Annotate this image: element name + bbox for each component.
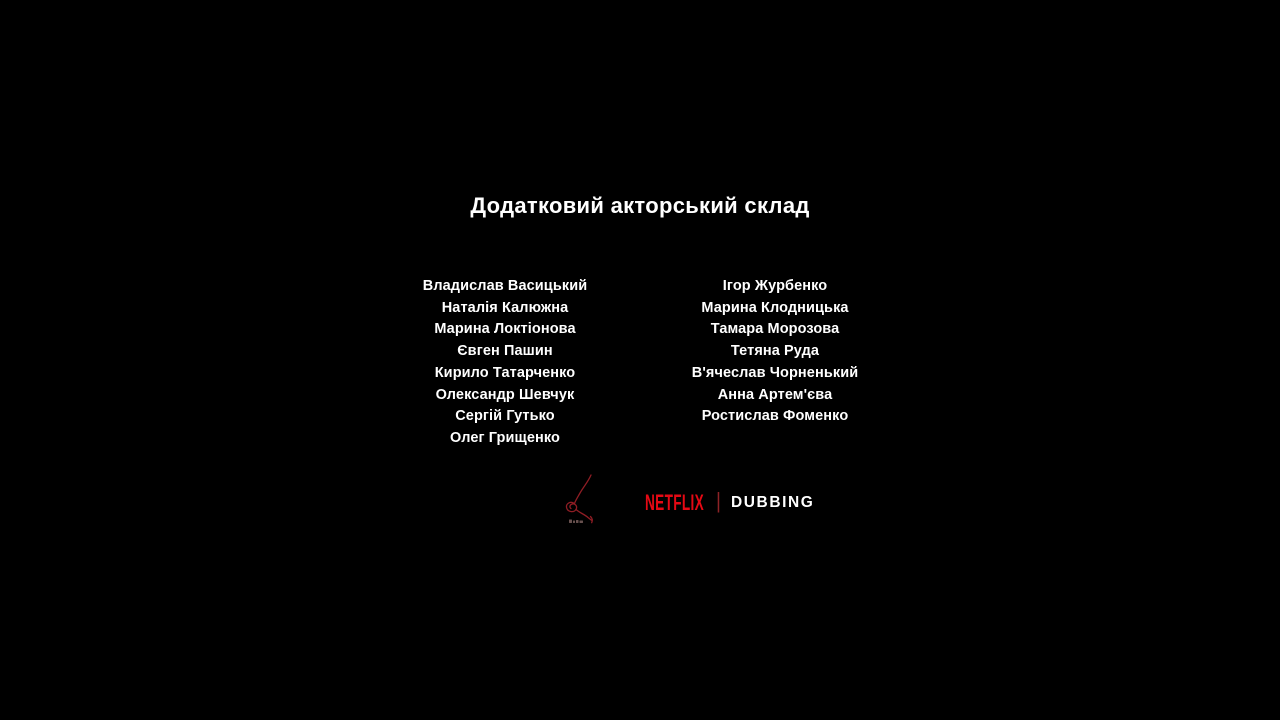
credit-name: Владислав Васицький: [422, 278, 588, 294]
credit-name: Ростислав Фоменко: [701, 408, 849, 425]
credits-column-left: [370, 276, 640, 450]
credit-name: Сергій Гутько: [455, 408, 555, 425]
credit-name: Тетяна Руда: [730, 343, 820, 360]
netflix-dubbing-lockup: [645, 489, 814, 517]
credits-column-right: [640, 276, 910, 450]
credit-name: Марина Клодницька: [701, 299, 849, 316]
netflix-wordmark: NETFLIX: [645, 489, 705, 516]
credit-name: Наталія Калюжна: [441, 299, 569, 316]
credit-name: Олег Грищенко: [450, 429, 560, 446]
credit-name: Ігор Журбенко: [722, 278, 828, 294]
credit-name: В'ячеслав Чорненький: [691, 364, 859, 381]
credit-name: Марина Локтіонова: [434, 321, 576, 338]
credits-columns: [370, 276, 910, 450]
separator-bar: |: [716, 489, 721, 514]
credits-title: Додатковий акторський склад: [470, 193, 810, 218]
dubbing-label: DUBBING: [730, 494, 815, 511]
credit-name: Тамара Морозова: [710, 321, 840, 338]
credit-name: Олександр Шевчук: [435, 386, 575, 403]
credit-name: Кирило Татарченко: [434, 364, 576, 381]
credit-name: Євген Пашин: [457, 343, 553, 360]
studio-logo-icon: [561, 473, 601, 525]
credit-name: Анна Артем'єва: [717, 386, 833, 403]
